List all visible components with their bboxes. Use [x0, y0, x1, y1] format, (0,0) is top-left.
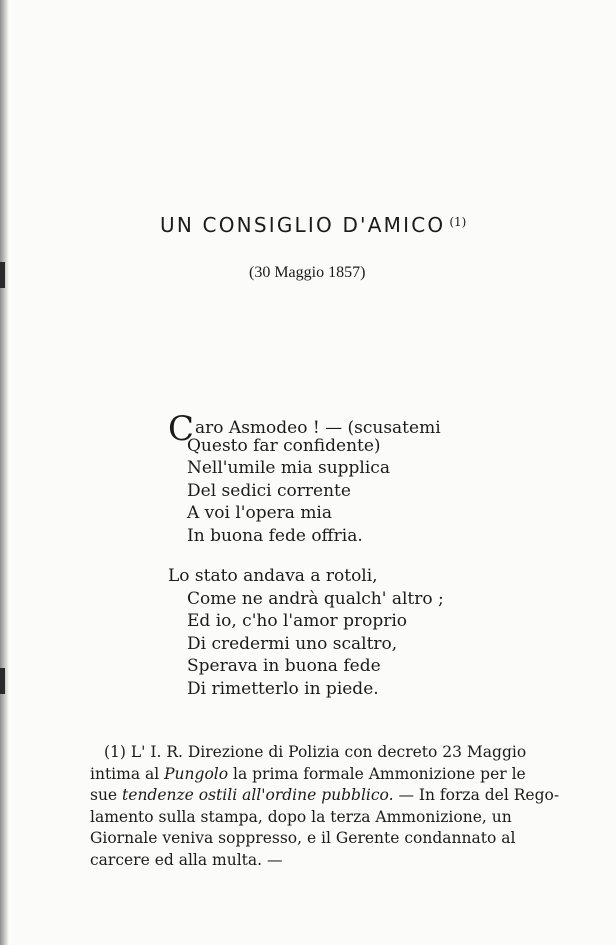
verse-line: Come ne andrà qualch' altro ;	[187, 588, 444, 609]
footnote-line: (1) L' I. R. Direzione di Polizia con decreto 23 Maggio	[104, 743, 527, 761]
footnote-text: sue	[90, 786, 123, 804]
verse-text: aro Asmodeo ! — (scusatemi	[195, 418, 441, 438]
footnote-text: la prima formale Ammonizione per le	[228, 764, 526, 783]
footnote-text: intima al	[90, 764, 165, 783]
verse-line: Lo stato andava a rotoli,	[168, 566, 378, 586]
verse-line: Del sedici corrente	[187, 480, 351, 501]
footnote-line: carcere ed alla multa. —	[90, 850, 283, 869]
binding-mark	[0, 262, 5, 288]
footnote-line: Giornale veniva soppresso, e il Gerente condannato al	[90, 829, 516, 847]
newspaper-name: Pungolo	[164, 764, 229, 783]
verse-line: Questo far confidente)	[187, 435, 381, 456]
binding-mark	[0, 668, 5, 694]
verse-line: A voi l'opera mia	[187, 503, 333, 523]
verse-line: Di credermi uno scaltro,	[187, 633, 398, 654]
footnote-reference[interactable]: (1)	[449, 215, 467, 229]
poem-date: (30 Maggio 1857)	[249, 264, 366, 281]
footnote-line: lamento sulla stampa, dopo la terza Ammonizione, un	[90, 807, 512, 826]
footnote-line	[90, 785, 560, 807]
stanza-1	[168, 409, 441, 547]
footnote-text: — In forza del Rego-	[393, 786, 560, 804]
footnote	[90, 742, 560, 871]
page-edge-shadow	[0, 0, 9, 945]
stanza-2	[168, 565, 444, 700]
footnote-line	[90, 764, 540, 786]
verse-line: Nell'umile mia supplica	[187, 458, 390, 478]
verse-line: In buona fede offria.	[187, 525, 363, 546]
verse-line: Sperava in buona fede	[187, 656, 381, 676]
drop-initial: C	[168, 409, 195, 449]
quoted-phrase: tendenze ostili all'ordine pubblico.	[122, 786, 394, 804]
verse-line: Ed io, c'ho l'amor proprio	[187, 611, 408, 631]
poem-title	[160, 215, 466, 235]
verse-line: Di rimetterlo in piede.	[187, 678, 379, 699]
poem-title-text: UN CONSIGLIO D'AMICO	[160, 213, 446, 237]
